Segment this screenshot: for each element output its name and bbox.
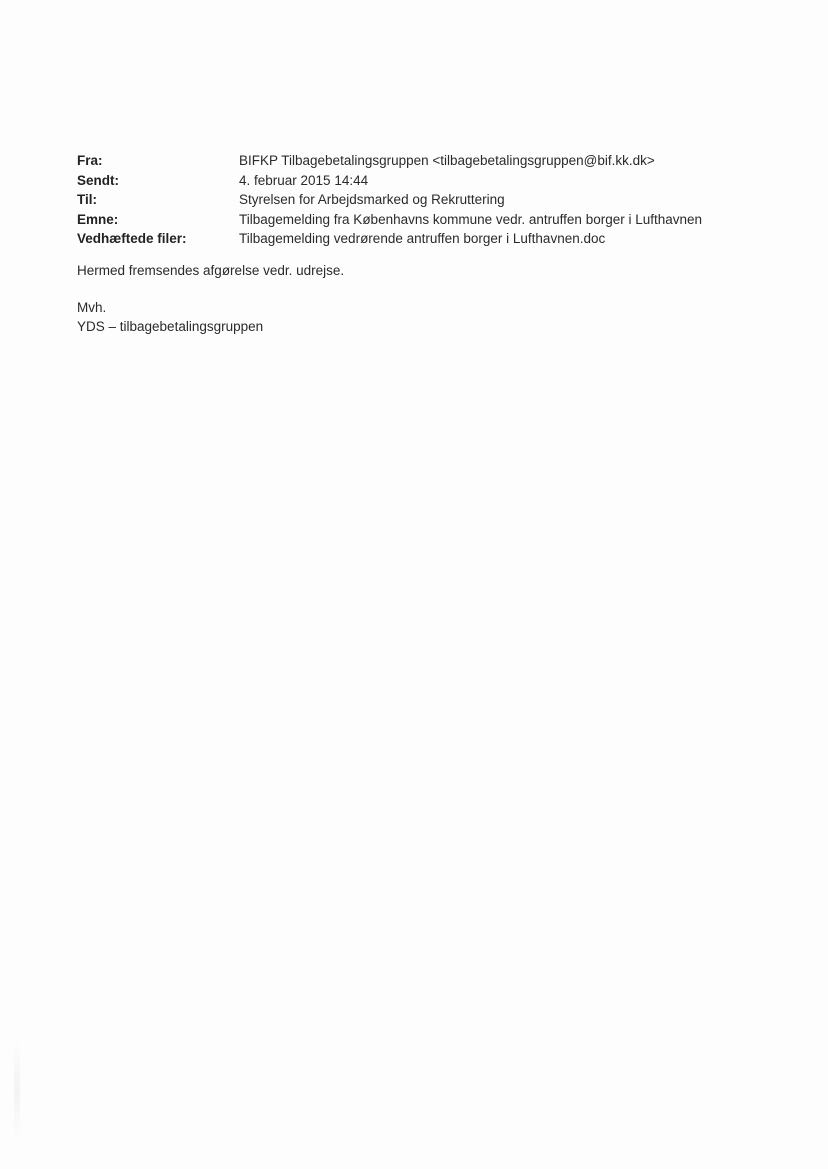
sent-value: 4. februar 2015 14:44 [239,172,369,188]
header-row-attachments [77,229,777,249]
attachments-value: Tilbagemelding vedrørende antruffen borger i Lufthavnen.doc [239,231,606,246]
header-row-from [77,151,777,171]
sent-label: Sendt: [77,172,119,188]
signature-text: YDS – tilbagebetalingsgruppen [77,319,264,334]
attachments-label: Vedhæftede filer: [77,231,187,246]
from-value: BIFKP Tilbagebetalingsgruppen <tilbagebetalingsgruppen@bif.kk.dk> [239,153,655,168]
to-value: Styrelsen for Arbejdsmarked og Rekruttering [239,192,505,207]
subject-value: Tilbagemelding fra Københavns kommune vedr. antruffen borger i Lufthavnen [239,211,703,227]
body-paragraph: Hermed fremsendes afgørelse vedr. udrejse. [77,263,345,278]
subject-label: Emne: [77,211,119,227]
header-row-sent [77,171,777,191]
header-row-to [77,190,777,210]
email-header [77,151,777,249]
scan-artifact [14,1040,20,1140]
header-row-subject [77,210,777,230]
to-label: Til: [77,192,97,207]
from-label: Fra: [77,153,103,168]
closing-text: Mvh. [77,300,107,315]
